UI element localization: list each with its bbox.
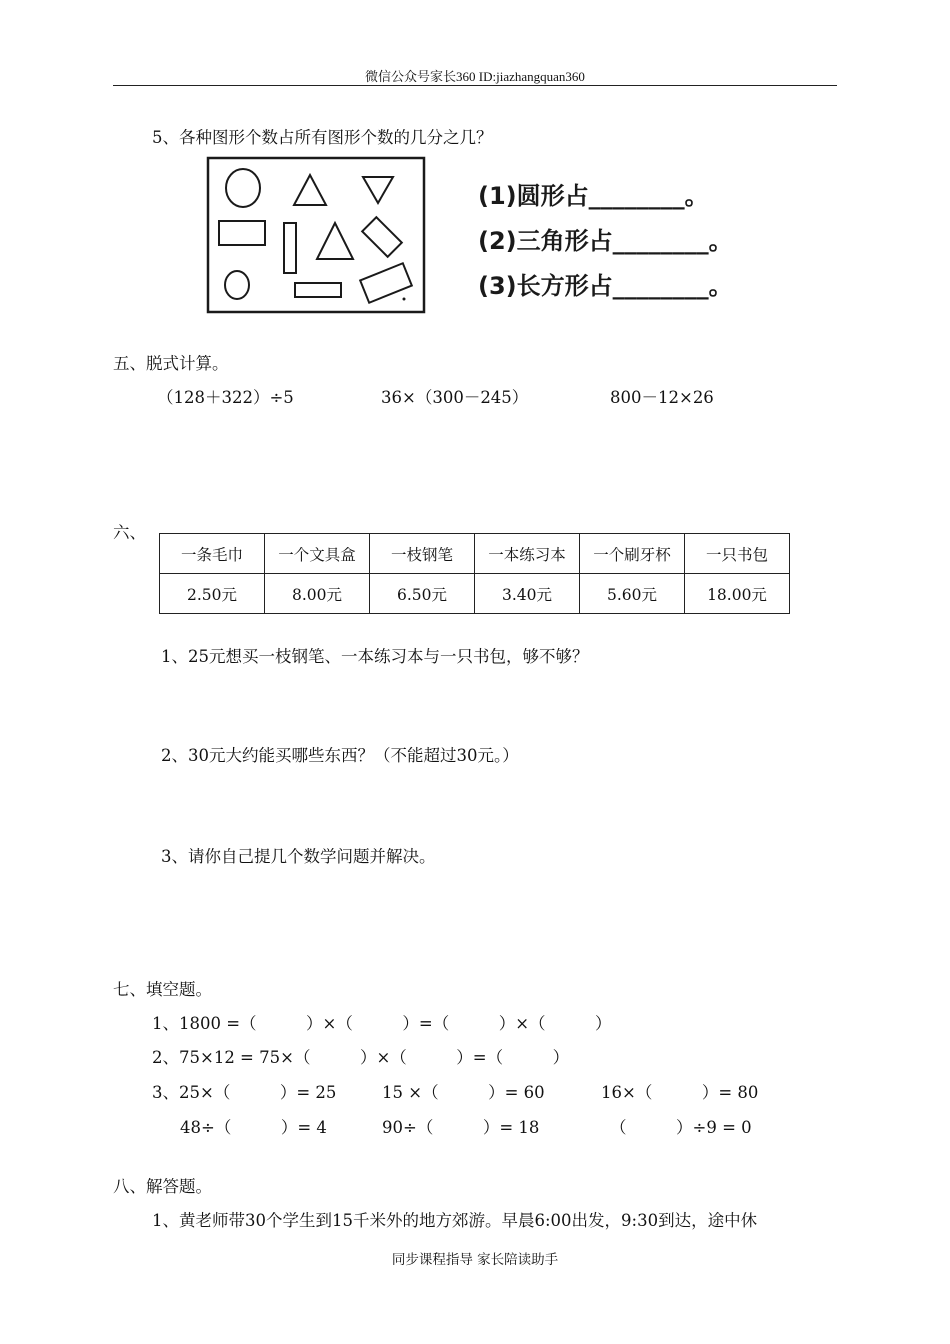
rectangle-shape-5 [360, 263, 412, 302]
item-cell: 一本练习本 [475, 534, 580, 574]
header-divider [113, 85, 837, 86]
price-table [159, 533, 790, 614]
price-cell: 3.40元 [475, 574, 580, 614]
section-8-title: 八、解答题。 [113, 1177, 212, 1196]
circle-small-shape [225, 271, 249, 299]
price-cell: 8.00元 [265, 574, 370, 614]
q5-line-2: (2)三角形占________。 [478, 227, 733, 255]
s8-question-1: 1、黄老师带30个学生到15千米外的地方郊游。早晨6:00出发，9:30到达，途中休 [152, 1211, 758, 1230]
s6-question-3: 3、请你自己提几个数学问题并解决。 [161, 847, 436, 866]
price-cell: 5.60元 [580, 574, 685, 614]
q5-line-3: (3)长方形占________。 [478, 272, 733, 300]
fill-line-4a: 48÷（ ）= 4 [180, 1118, 327, 1137]
rectangle-shape-2 [284, 223, 296, 273]
dot-mark [403, 298, 406, 301]
fill-line-2: 2、75×12 = 75×（ ）×（ ）=（ ） [152, 1048, 570, 1067]
item-cell: 一个刷牙杯 [580, 534, 685, 574]
page-header: 微信公众号家长360 ID:jiazhangquan360 [365, 69, 585, 84]
s6-question-1: 1、25元想买一枝钢笔、一本练习本与一只书包，够不够？ [161, 647, 589, 666]
price-cell: 18.00元 [685, 574, 790, 614]
fill-line-1: 1、1800 =（ ）×（ ）=（ ）×（ ） [152, 1014, 612, 1033]
expr-1: （128＋322）÷5 [157, 388, 294, 407]
item-cell: 一个文具盒 [265, 534, 370, 574]
table-row-items [160, 534, 790, 574]
section-6-title: 六、 [113, 523, 146, 542]
shapes-figure [205, 155, 427, 315]
item-cell: 一只书包 [685, 534, 790, 574]
rectangle-shape-4 [295, 283, 341, 297]
rectangle-shape-3 [362, 217, 402, 257]
item-cell: 一条毛巾 [160, 534, 265, 574]
fill-line-3b: 15 ×（ ）= 60 [382, 1083, 545, 1102]
page-footer: 同步课程指导 家长陪读助手 [391, 1252, 559, 1268]
fill-line-3a: 3、25×（ ）= 25 [152, 1083, 337, 1102]
fill-line-4c: （ ）÷9 = 0 [610, 1118, 752, 1137]
fill-line-4b: 90÷（ ）= 18 [382, 1118, 540, 1137]
triangle-shape-2 [363, 177, 393, 203]
expr-2: 36×（300－245） [381, 388, 529, 407]
expr-3: 800－12×26 [610, 388, 714, 407]
triangle-shape-3 [317, 223, 353, 259]
price-cell: 2.50元 [160, 574, 265, 614]
fill-line-3c: 16×（ ）= 80 [601, 1083, 759, 1102]
q5-line-1: (1)圆形占________。 [478, 182, 709, 210]
section-7-title: 七、填空题。 [113, 980, 212, 999]
s6-question-2: 2、30元大约能买哪些东西？（不能超过30元。） [161, 746, 519, 765]
circle-large-shape [226, 169, 260, 207]
triangle-shape-1 [294, 175, 326, 205]
price-cell: 6.50元 [370, 574, 475, 614]
rectangle-shape-1 [219, 221, 265, 245]
table-row-prices [160, 574, 790, 614]
q5-title: 5、各种图形个数占所有图形个数的几分之几？ [152, 128, 493, 147]
section-5-title: 五、脱式计算。 [113, 354, 229, 373]
item-cell: 一枝钢笔 [370, 534, 475, 574]
